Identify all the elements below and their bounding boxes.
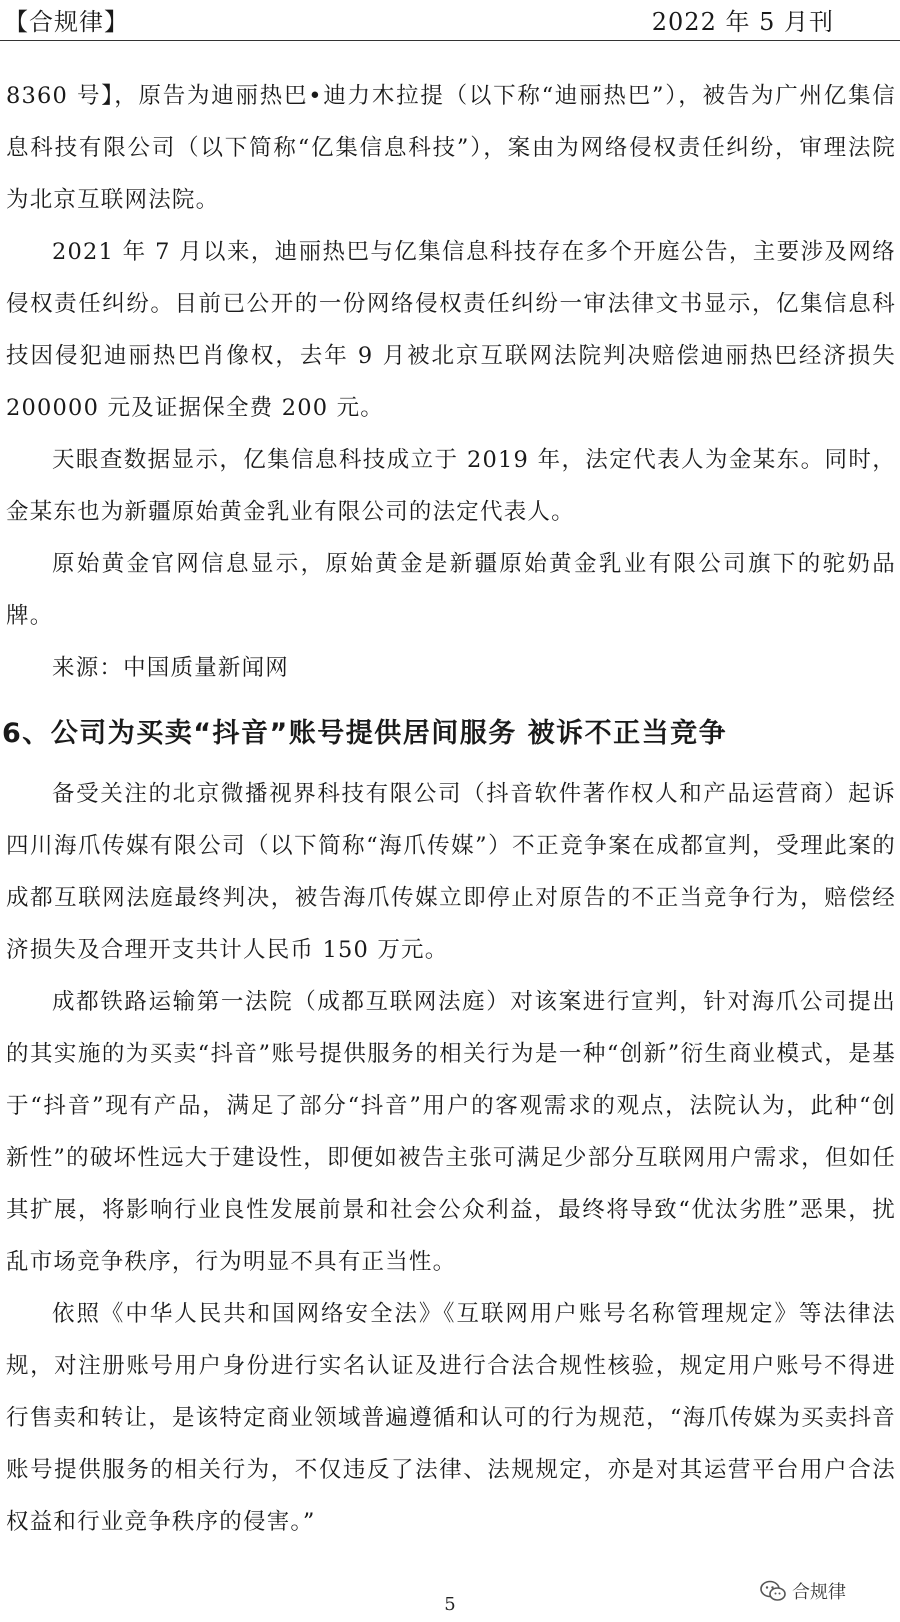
watermark-label: 合规律 — [792, 1582, 846, 1603]
paragraph-legal-basis: 依照《中华人民共和国网络安全法》《互联网用户账号名称管理规定》等法律法规，对注册账号用户身份进行实名认证及进行合法合规性核验，规定用户账号不得进行售卖和转让，是该特定商业领域普遍遵循和认可的行为规范，“海爪传媒为买卖抖音账号提供服务的相关行为，不仅违反了法律、法规规定，亦是对其运营平台用户合法权益和行业竞争秩序的侵害。” — [6, 1301, 896, 1535]
section-heading-6: 6、公司为买卖“抖音”账号提供居间服务 被诉不正当竞争 — [2, 718, 728, 749]
paragraph-court-notices: 2021 年 7 月以来，迪丽热巴与亿集信息科技存在多个开庭公告，主要涉及网络侵权责任纠纷。目前已公开的一份网络侵权责任纠纷一审法律文书显示，亿集信息科技因侵犯迪丽热巴肖像权，去年 9 月被北京互联网法院判决赔偿迪丽热巴经济损失 200000 元及证据保全费 200 元。 — [6, 239, 896, 421]
page-number: 5 — [444, 1594, 456, 1615]
article-body — [2, 70, 896, 1548]
paragraph-lawsuit-summary: 备受关注的北京微播视界科技有限公司（抖音软件著作权人和产品运营商）起诉四川海爪传媒有限公司（以下简称“海爪传媒”）不正竞争案在成都宣判，受理此案的成都互联网法庭最终判决，被告海爪传媒立即停止对原告的不正当竞争行为，赔偿经济损失及合理开支共计人民币 150 万元。 — [6, 781, 896, 963]
paragraph-company-info: 天眼查数据显示，亿集信息科技成立于 2019 年，法定代表人为金某东。同时，金某东也为新疆原始黄金乳业有限公司的法定代表人。 — [6, 447, 896, 525]
header-issue-date: 2022 年 5 月刊 — [651, 8, 834, 36]
page-header — [0, 0, 900, 41]
paragraph-court-reasoning: 成都铁路运输第一法院（成都互联网法庭）对该案进行宣判，针对海爪公司提出的其实施的为买卖“抖音”账号提供服务的相关行为是一种“创新”衍生商业模式，是基于“抖音”现有产品，满足了部分“抖音”用户的客观需求的观点，法院认为，此种“创新性”的破坏性远大于建设性，即便如被告主张可满足少部分互联网用户需求，但如任其扩展，将影响行业良性发展前景和社会公众利益，最终将导致“优汰劣胜”恶果，扰乱市场竞争秩序，行为明显不具有正当性。 — [6, 989, 896, 1275]
paragraph-case-info: 8360 号】，原告为迪丽热巴•迪力木拉提（以下称“迪丽热巴”），被告为广州亿集信息科技有限公司（以下简称“亿集信息科技”），案由为网络侵权责任纠纷，审理法院为北京互联网法院。 — [6, 83, 896, 213]
paragraph-brand-info: 原始黄金官网信息显示，原始黄金是新疆原始黄金乳业有限公司旗下的驼奶品牌。 — [6, 551, 896, 629]
paragraph-source: 来源：中国质量新闻网 — [52, 655, 290, 681]
header-publication-name: 【合规律】 — [4, 8, 129, 36]
